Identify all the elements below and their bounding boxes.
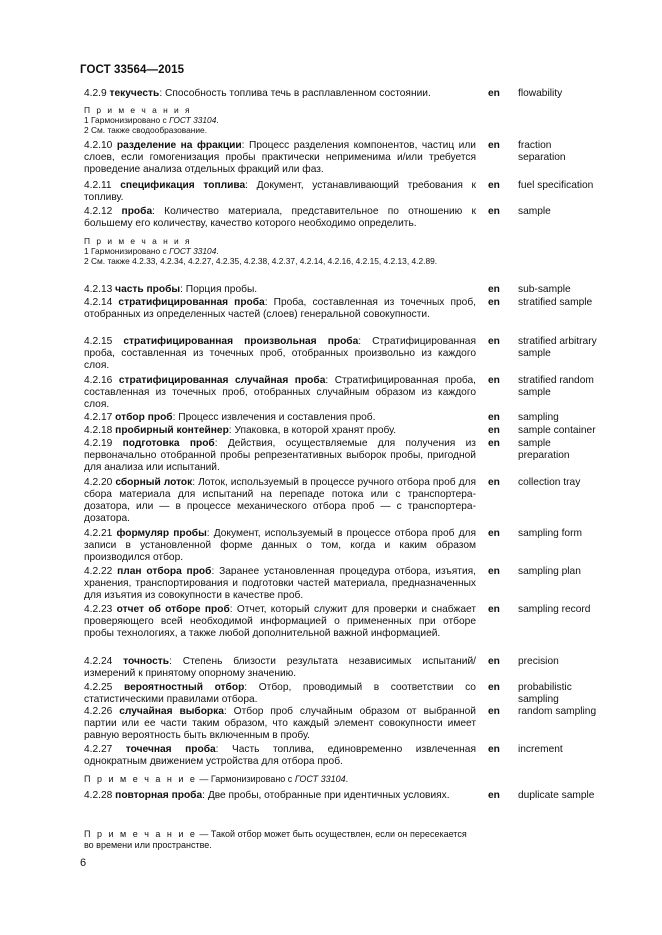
english-term: sample [518, 206, 551, 217]
term: проба [121, 206, 153, 217]
english-term: fuel specification [518, 180, 594, 191]
english-term: probabilistic sampling [518, 682, 572, 705]
note-block-1: П р и м е ч а н и я 1 Гармонизировано с ГОСТ 33104. 2 См. также сводообразование. [84, 105, 219, 135]
term: пробирный контейнер [115, 425, 229, 436]
english-term: fraction separation [518, 140, 566, 163]
english-term: duplicate sample [518, 790, 595, 801]
english-term: precision [518, 656, 559, 667]
page-header: ГОСТ 33564—2015 [80, 64, 185, 76]
term: стратифицированная случайная проба [118, 375, 326, 386]
english-term: collection tray [518, 477, 581, 488]
term: точность [123, 656, 170, 667]
term: стратифицированная проба [118, 297, 265, 308]
english-term: stratified random sample [518, 375, 594, 398]
english-term: sample container [518, 425, 596, 436]
note-block-2: П р и м е ч а н и я 1 Гармонизировано с ГОСТ 33104. 2 См. также 4.2.33, 4.2.34, 4.2.27, 4.2.35, 4.2.38, 4.2.37, 4.2.14, 4.2.16, 4.2.15, 4.2.13, 4.2.89. [84, 236, 438, 266]
english-term: sampling form [518, 528, 582, 539]
term: отчет об отборе проб [116, 604, 230, 615]
term: повторная проба [115, 790, 203, 801]
term: формуляр пробы [116, 528, 207, 539]
term: вероятностный отбор [123, 682, 245, 693]
english-term: sampling plan [518, 566, 581, 577]
lang-code: en [488, 88, 500, 99]
term: случайная выборка [119, 706, 224, 717]
term: стратифицированная произвольная проба [123, 336, 359, 347]
term: текучесть [109, 88, 160, 99]
page-number: 6 [80, 857, 87, 869]
term: план отбора проб [117, 566, 212, 577]
english-term: increment [518, 744, 563, 755]
english-term: sub-sample [518, 284, 571, 295]
english-term: sampling [518, 412, 559, 423]
term: отбор проб [115, 412, 173, 423]
term: часть пробы [115, 284, 181, 295]
english-term: random sampling [518, 706, 597, 717]
english-term: stratified sample [518, 297, 593, 308]
term: точечная проба [125, 744, 216, 755]
term: спецификация топлива [120, 180, 246, 191]
english-term: stratified arbitrary sample [518, 336, 597, 359]
note-3: П р и м е ч а н и е — Гармонизировано с ГОСТ 33104. [84, 774, 349, 784]
note-4: П р и м е ч а н и е — Такой отбор может быть осуществлен, если он пересекается во времени или пространстве. [84, 829, 467, 850]
english-term: sampling record [518, 604, 591, 615]
term: разделение на фракции [116, 140, 242, 151]
english-term: sample preparation [518, 438, 570, 461]
english-term: flowability [518, 88, 563, 99]
term: сборный лоток [115, 477, 193, 488]
term: подготовка проб [122, 438, 215, 449]
